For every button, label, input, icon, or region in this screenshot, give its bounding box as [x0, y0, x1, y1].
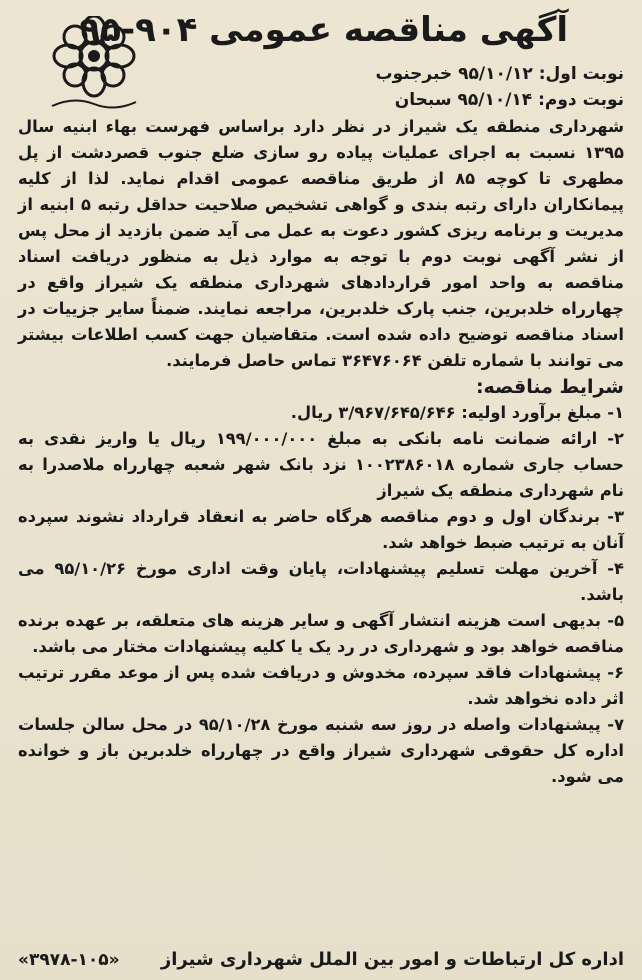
condition-item: ۵- بدیهی است هزینه انتشار آگهی و سایر هزینه های متعلقه، بر عهده برنده مناقصه خواهد بود و شهرداری در رد یک یا کلیه پیشنهادات مختار می باشد. [18, 611, 624, 656]
condition-item: ۲- ارائه ضمانت نامه بانکی به مبلغ ۱۹۹/۰۰۰/۰۰۰ ریال یا واریز نقدی به حساب جاری شماره ۱۰۰۲۳۸۶۰۱۸ نزد بانک شهر شعبه چهارراه ملاصدرا به نام شهرداری منطقه یک شیراز [18, 429, 624, 500]
condition-item: ۴- آخرین مهلت تسلیم پیشنهادات، پایان وقت اداری مورخ ۹۵/۱۰/۲۶ می باشد. [18, 559, 624, 604]
second-publication: نوبت دوم: ۹۵/۱۰/۱۴ سبحان [394, 90, 624, 110]
issuing-office: اداره کل ارتباطات و امور بین الملل شهرداری شیراز [160, 949, 624, 970]
notice-title: آگهی مناقصه عمومی ۹۰۴-۹۵ [79, 10, 568, 50]
condition-item: ۷- پیشنهادات واصله در روز سه شنبه مورخ ۹۵/۱۰/۲۸ در محل سالن جلسات اداره کل حقوقی شهرداری شیراز واقع در چهارراه خلدبرین باز و خوانده می شود. [18, 715, 624, 786]
condition-item: ۱- مبلغ برآورد اولیه: ۳/۹۶۷/۶۴۵/۶۴۶ ریال. [290, 403, 624, 422]
conditions-heading: شرایط مناقصه: [475, 376, 624, 398]
notice-code: «۳۹۷۸-۱۰۵» [18, 949, 120, 970]
intro-paragraph: شهرداری منطقه یک شیراز در نظر دارد براساس فهرست بهاء ابنیه سال ۱۳۹۵ نسبت به اجرای عملیات پیاده رو سازی ضلع جنوب قصردشت از پل مطهری تا کوچه ۸۵ از طریق مناقصه عمومی اقدام نماید. لذا از کلیه پیمانکاران دارای رتبه بندی و گواهی تشخیص صلاحیت حداقل رتبه ۵ ابنیه از مدیریت و برنامه ریزی کشور دعوت به عمل می آید ضمن بازدید از محل پس از نشر آگهی نوبت دوم با توجه به موارد ذیل به منظور دریافت اسناد مناقصه به واحد امور قراردادهای شهرداری منطقه یک شیراز واقع در چهارراه خلدبرین، جنب پارک خلدبرین، مراجعه نمایند. ضمناً سایر جزییات در اسناد مناقصه توضیح داده شده است. متقاضیان جهت کسب اطلاعات بیشتر می توانند با شماره تلفن ۳۶۴۷۶۰۶۴ تماس حاصل فرمایند. [18, 117, 624, 370]
conditions-list [18, 400, 624, 790]
condition-item: ۳- برندگان اول و دوم مناقصه هرگاه حاضر به انعقاد قرارداد نشوند سپرده آنان به ترتیب ضبط خواهد شد. [18, 507, 624, 552]
notice-header [14, 8, 628, 114]
condition-item: ۶- پیشنهادات فاقد سپرده، مخدوش و دریافت شده پس از موعد مقرر ترتیب اثر داده نخواهد شد. [18, 663, 624, 708]
first-publication: نوبت اول: ۹۵/۱۰/۱۲ خبرجنوب [375, 64, 624, 84]
notice-footer [18, 949, 624, 970]
